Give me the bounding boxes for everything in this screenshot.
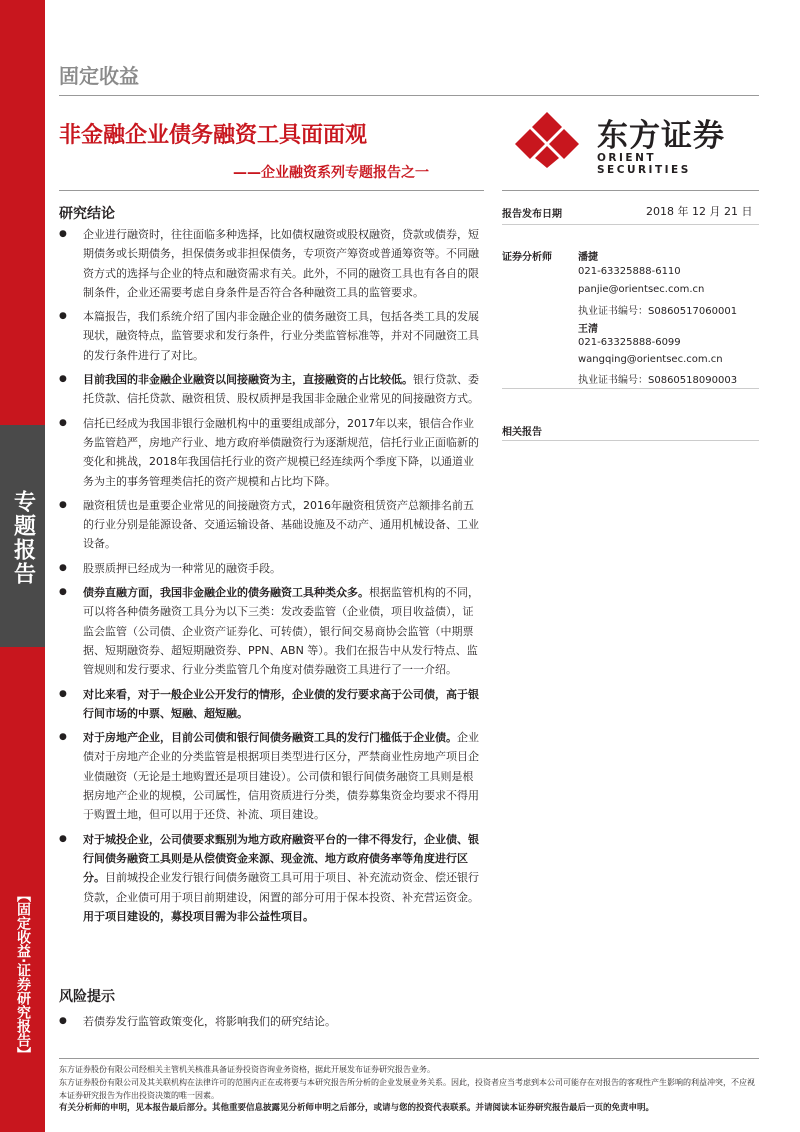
- bullet-text: 本篇报告，我们系统介绍了国内非金融企业的债务融资工具，包括各类工具的发展现状，融资特点，监管要求和发行条件，行业分类监管标准等，并对不同融资工具的发行条件进行了对比。: [83, 310, 479, 362]
- analyst-email[interactable]: wangqing@orientsec.com.cn: [578, 354, 723, 365]
- report-title: 非金融企业债务融资工具面面观: [59, 123, 368, 148]
- bullet-text: 融资租赁也是重要企业常见的间接融资方式，2016年融资租赁资产总额排名前五的行业分别是能源设备、交通运输设备、基础设施及不动产、通用机械设备、工业设备。: [83, 498, 479, 551]
- research-bullet: [59, 370, 484, 409]
- bullet-text: 信托已经成为我国非银行金融机构中的重要组成部分，2017年以来，银信合作业务监管趋严，房地产行业、地方政府举债融资行为逐渐规范，信托行业正面临新的变化和挑战，2018年我国信托行业的资产规模已经连续两个季度下降，以通道业务为主的事务管理类信托的资产规模和占比均下降。: [83, 416, 479, 488]
- analyst-email[interactable]: panjie@orientsec.com.cn: [578, 284, 705, 295]
- analyst-cert: 执业证书编号：S0860517060001: [578, 306, 738, 317]
- bullet-text: 股票质押已经成为一种常见的融资手段。: [83, 561, 281, 575]
- risk-bullet-list: [59, 1012, 484, 1031]
- related-divider: [502, 440, 759, 441]
- research-bullet: [59, 414, 484, 491]
- research-bullet: [59, 559, 484, 578]
- research-bullet: [59, 307, 484, 365]
- related-reports-label: 相关报告: [502, 427, 542, 438]
- research-bullet: [59, 496, 484, 554]
- sidebar-bottom-label: 【固定收益·证券研究报告】: [15, 888, 31, 1062]
- bullet-text: 目前城投企业发行银行间债务融资工具可用于项目、补充流动资金、偿还银行贷款，企业债可用于项目前期建设，闲置的部分可用于保本投资、补充营运资金。: [83, 871, 479, 904]
- research-heading: 研究结论: [59, 206, 115, 222]
- logo-name-cn: 东方证券: [597, 118, 725, 154]
- analyst-divider: [502, 388, 759, 389]
- analyst-cert: 执业证书编号：S0860518090003: [578, 375, 738, 386]
- left-col-divider: [59, 190, 484, 191]
- bullet-bold-text: 对比来看，对于一般企业公开发行的情形，企业债的发行要求高于公司债，高于银行间市场的中票、短融、超短融。: [83, 687, 479, 720]
- logo-mark-icon: [512, 110, 582, 170]
- orient-securities-logo: [512, 110, 752, 176]
- date-value: 2018 年 12 月 21 日: [646, 205, 753, 218]
- report-subtitle: ——企业融资系列专题报告之一: [233, 165, 429, 181]
- research-bullet: [59, 830, 484, 926]
- research-bullet: [59, 225, 484, 302]
- research-bullet: [59, 583, 484, 679]
- bullet-text: 银行贷款、委托贷款、信托贷款、融资租赁、股权质押是我国非金融企业常见的间接融资方式。: [83, 373, 479, 406]
- date-divider: [502, 224, 759, 225]
- footer-line-bold: 有关分析师的申明，见本报告最后部分。其他重要信息披露见分析师申明之后部分，或请与您的投资代表联系。并请阅读本证券研究报告最后一页的免责申明。: [59, 1103, 655, 1113]
- risk-item: ● 若债券发行监管政策变化，将影响我们的研究结论。: [59, 1012, 484, 1031]
- research-bullet: [59, 685, 484, 724]
- bullet-bold-text: 债券直融方面，我国非金融企业的债务融资工具种类众多。: [83, 586, 369, 600]
- bullet-bold-text: 对于房地产企业，目前公司债和银行间债务融资工具的发行门槛低于企业债。: [83, 731, 457, 745]
- bullet-text: 根据监管机构的不同，可以将各种债务融资工具分为以下三类：发改委监管（企业债，项目收益债），证监会监管（公司债、企业资产证券化、可转债），银行间交易商协会监管（中期票据、短期融资券、超短期融资券、PPN、ABN 等）。我们在报告中从发行特点、监管规则和发行要求、行业分类监管几个角度对债券融资工具进行了一一介绍。: [83, 586, 479, 677]
- bullet-text: 企业债对于房地产企业的分类监管是根据项目类型进行区分，严禁商业性房地产项目企业债融资（无论是土地购置还是项目建设）。公司债和银行间债务融资工具则是根据房地产企业的规模，公司属性，信用资质进行分类，债券募集资金均要求不得用于购置土地，但可以用于还贷、补流、项目建设。: [83, 731, 479, 822]
- analyst-name: 潘捷: [578, 252, 598, 263]
- date-label: 报告发布日期: [502, 209, 562, 220]
- bullet-bold-text: 目前我国的非金融企业融资以间接融资为主，直接融资的占比较低。: [83, 373, 413, 387]
- footer-divider: [59, 1058, 759, 1059]
- sidebar-section-label: 专题报告: [10, 490, 36, 586]
- research-bullet: [59, 728, 484, 824]
- right-col-divider: [502, 190, 759, 191]
- analyst-phone: 021-63325888-6110: [578, 266, 681, 277]
- analyst-label: 证券分析师: [502, 252, 552, 263]
- report-category: 固定收益: [59, 64, 139, 88]
- analyst-phone: 021-63325888-6099: [578, 337, 681, 348]
- header-divider: [59, 95, 759, 96]
- footer-line: 东方证券股份有限公司及其关联机构在法律许可的范围内正在或将要与本研究报告所分析的企业发展业务关系。因此，投资者应当考虑到本公司可能存在对报告的客观性产生影响的利益冲突，不应视本证券研究报告为作出投资决策的唯一因素。: [59, 1078, 755, 1100]
- bullet-text: 企业进行融资时，往往面临多种选择，比如债权融资或股权融资，贷款或债券，短期债务或长期债务，担保债务或非担保债务，专项资产筹资或普通筹资等。不同融资方式的选择与企业的特点和融资需求有关。此外，不同的融资工具也有各自的限制条件，企业还需要考虑自身条件是否符合各种融资工具的监管要求。: [83, 228, 479, 299]
- research-bullet-list: [59, 225, 484, 931]
- analyst-name: 王清: [578, 324, 598, 335]
- risk-heading: 风险提示: [59, 989, 115, 1005]
- footer-line: 东方证券股份有限公司经相关主管机关核准具备证券投资咨询业务资格，据此开展发布证券研究报告业务。: [59, 1065, 435, 1074]
- logo-name-en: ORIENT SECURITIES: [597, 152, 691, 176]
- footer-disclaimer: [59, 1063, 759, 1115]
- bullet-bold-text: 对于城投企业，公司债要求甄别为地方政府融资平台的一律不得发行，企业债、银行间债务融资工具则是从偿债资金来源、现金流、地方政府债务率等角度进行区分。: [83, 832, 479, 885]
- bullet-bold-text: 用于项目建设的，募投项目需为非公益性项目。: [83, 909, 314, 923]
